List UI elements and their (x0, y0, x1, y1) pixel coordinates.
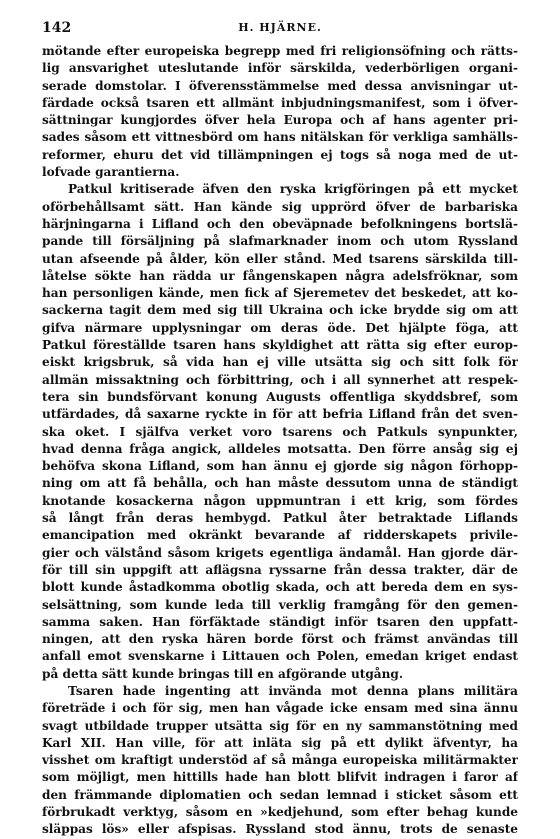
text-line: som möjligt, men hittills hade han blott blifvit indragen i faror af (42, 770, 518, 785)
text-line: emancipation med okränkt bevarande af ridderskapets privile- (42, 528, 518, 543)
text-line: tera sin bundsförvant konung Augusts offentliga skyddsbref, som (42, 389, 518, 404)
text-line: lig ansvarighet uteslutande inför särskilda, vederbörligen organi- (42, 61, 518, 76)
text-line: företräde i och för sig, men han vågade icke ensam med sina ännu (42, 701, 518, 716)
text-line: visshet om kraftigt understöd af så många europeiska militärmakter (42, 753, 518, 768)
text-line: Tsaren hade ingenting att invända mot denna plans militära (68, 683, 518, 698)
text-line: pande till försäljning på slafmarknader inom och utom Ryssland (42, 234, 518, 249)
text-line: ningen, att den ryska hären borde först och främst användas till (42, 632, 518, 647)
text-line: Karl XII. Han ville, för att inläta sig på ett dylikt äfventyr, ha (42, 735, 518, 750)
text-line: utan afseende på ålder, kön eller stånd. Med tsarens särskilda till- (42, 251, 518, 266)
text-line: mötande efter europeiska begrepp med fri religionsöfning och rätts- (42, 44, 518, 58)
text-line: ning om att få behålla, och han måste dessutom unna de ständigt (42, 476, 518, 491)
text-line: han personligen kände, men fick af Sjeremetev det beskedet, att ko- (42, 286, 518, 301)
text-line: allmän missaktning och förbittring, och i all synnerhet att respek- (42, 372, 518, 387)
page-number: 142 (42, 20, 72, 36)
text-line: oförbehållsamt sätt. Han kände sig upprörd öfver de barbariska (42, 199, 518, 214)
text-line: på detta sätt kunde bringas till en afgörande utgång. (42, 666, 404, 681)
text-line: sades såsom ett vittnesbörd om hans nitälskan för verkliga samhälls- (42, 130, 518, 145)
text-line: sackerna tagit dem med sig till Ukraina och icke brydde sig om att (42, 303, 518, 318)
text-line: anfall emot svenskarne i Littauen och Polen, emedan kriget endast (42, 649, 518, 664)
text-line: färdade också tsaren ett allmänt inbjudningsmanifest, som i öfver- (42, 95, 518, 110)
text-line: reformer, ehuru det vid tillämpningen ej togs så noga med de ut- (42, 147, 518, 162)
text-line: släppas lös» eller afspisas. Ryssland stod ännu, trots de senaste (42, 822, 518, 837)
text-line: selsättning, som kunde leda till verklig framgång för den gemen- (42, 597, 518, 612)
text-line: ska oket. I själfva verket voro tsarens och Patkuls synpunkter, (42, 424, 518, 439)
text-line: lofvade garantierna. (42, 165, 180, 180)
text-line: eiskt krigsbruk, så vida han ej ville utsätta sig och sitt folk för (42, 355, 518, 370)
text-line: blott kunde åstadkomma obotlig skada, och att bereda dem en sys- (42, 580, 518, 595)
page-header (42, 18, 518, 38)
text-line: gier och välstånd såsom krigets egentliga ändamål. Han gjorde där- (42, 545, 518, 560)
text-line: härjningarna i Lifland och den obeväpnade befolkningens bortslä- (42, 216, 518, 231)
text-line: Patkul föreställde tsaren hans skyldighet att rätta sig efter europ- (42, 338, 518, 353)
text-line: sättningar kungjordes öfver hela Europa och af hans agenter pri- (42, 113, 518, 128)
body-text (42, 43, 518, 839)
text-line: förbrukadt verktyg, såsom en »kedjehund, som efter behag kunde (42, 805, 518, 820)
text-line: utfärdades, då saxarne ryckte in för att befria Lifland från det sven- (42, 407, 518, 422)
text-line: gifva närmare upplysningar om deras öde. Det hjälpte föga, att (42, 320, 518, 335)
text-line: Patkul kritiserade äfven den ryska krigföringen på ett mycket (68, 182, 518, 197)
text-line: serade domstolar. I öfverensstämmelse med dessa anvisningar ut- (42, 78, 518, 93)
text-line: svagt utbildade trupper utsätta sig för en ny sammanstötning med (42, 718, 518, 733)
text-line: den främmande diplomatien och sedan lemnad i sticket såsom ett (42, 787, 518, 802)
text-line: knotande kosackerna någon uppmuntran i ett krig, som fördes (42, 493, 518, 508)
text-line: så långt från deras hembygd. Patkul åter betraktade Liflands (42, 511, 518, 526)
text-line: låtelse sökte han rädda ur fångenskapen några adelsfröknar, som (42, 268, 518, 283)
text-line: för till sin uppgift att aflägsna ryssarne från dessa trakter, där de (42, 562, 518, 577)
text-line: behöfva skona Lifland, som han ännu ej gjorde sig någon förhopp- (42, 459, 518, 474)
text-line: samma saken. Han förfäktade ständigt inför tsaren den uppfatt- (42, 614, 518, 629)
text-line: hvad denna fråga angick, alldeles motsatta. Den förre ansåg sig ej (42, 441, 518, 456)
running-head: H. HJÄRNE. (238, 21, 322, 34)
